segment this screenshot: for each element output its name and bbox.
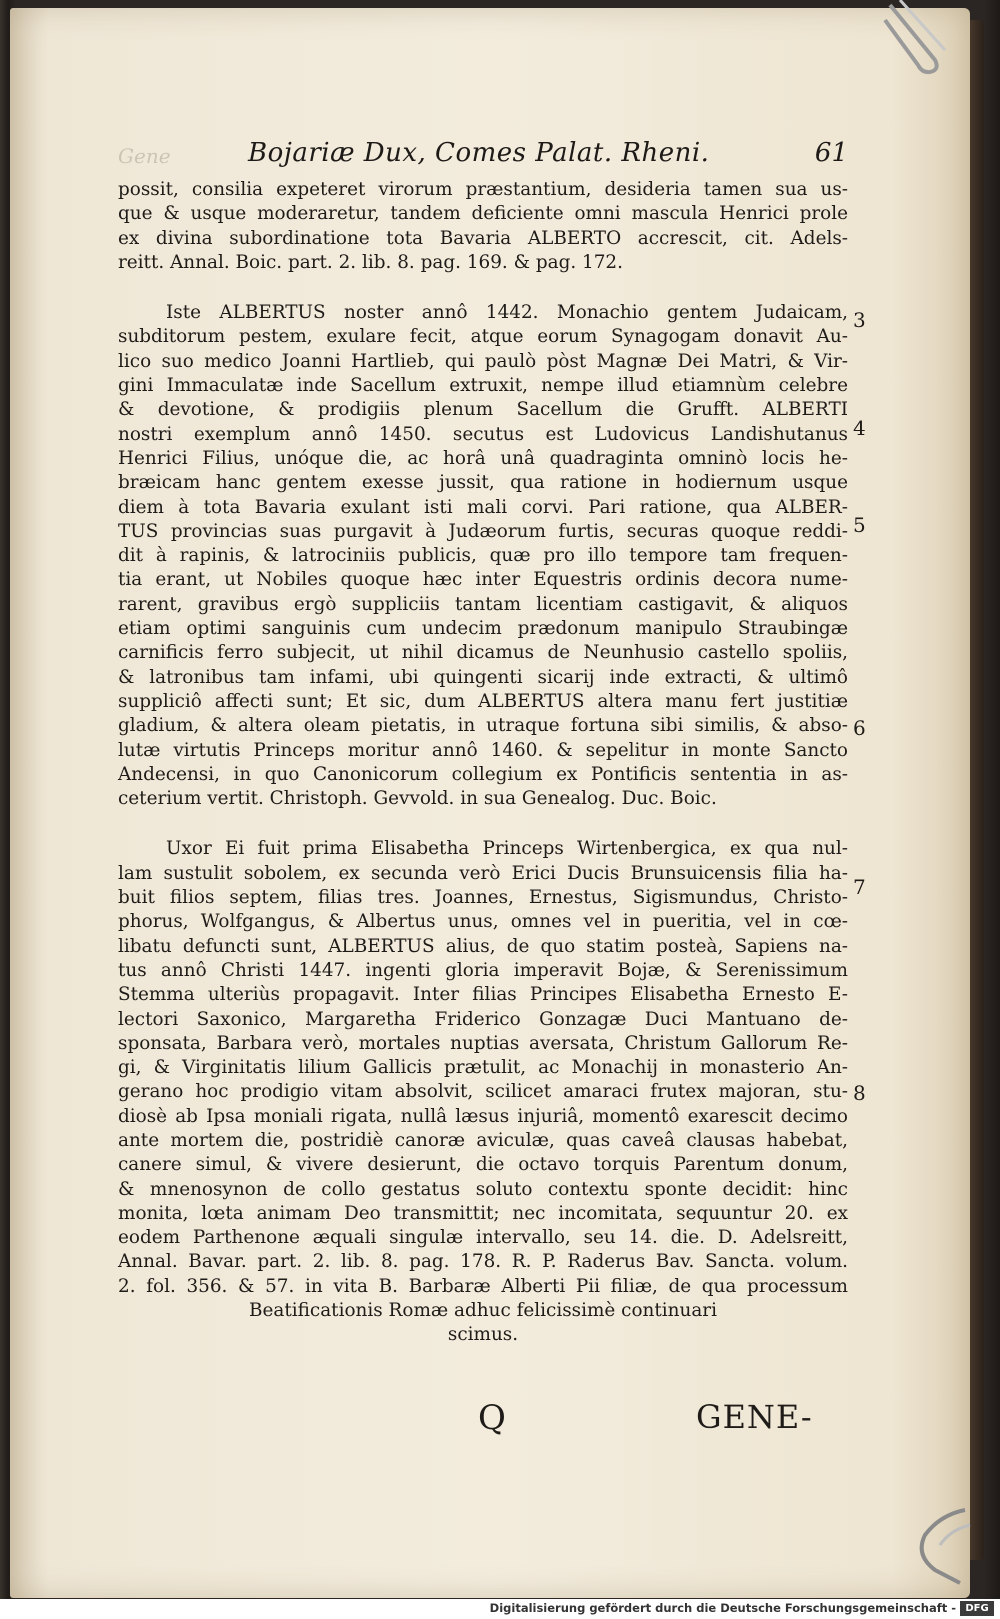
text-line: phorus, Wolfgangus, & Albertus unus, omnes vel in pueritia, vel in cœ- (118, 911, 848, 933)
text-line: subditorum pestem, exulare fecit, atque eorum Synagogam donavit Au- (118, 326, 848, 348)
paragraph (118, 178, 848, 275)
text-line: & mnenosynon de collo gestatus soluto contextu sponte decidit: hinc (118, 1178, 848, 1200)
text-line: possit, consilia expeteret virorum præstantium, desideria tamen sua us- (118, 179, 848, 200)
text-line: buit filios septem, filias tres. Joannes, Ernestus, Sigismundus, Christo- (118, 887, 848, 909)
text-line: gerano hoc prodigio vitam absolvit, scilicet amaraci frutex majoran, stu- (118, 1081, 848, 1103)
page-header (118, 138, 848, 178)
paragraph-gap (118, 275, 848, 301)
running-head: Bojariæ Dux, Comes Palat. Rheni. (248, 138, 710, 168)
catchword-line (118, 1398, 848, 1448)
text-line: Henrici Filius, unóque die, ac horâ unâ quadraginta omninò locis he- (118, 447, 848, 469)
catchword: GENE- (696, 1398, 813, 1436)
text-line: tia erant, ut Nobiles quoque hæc inter Equestris ordinis decora nume- (118, 569, 848, 591)
text-line: gi, & Virginitatis lilium Gallicis prætulit, ac Monachij in monasterio An- (118, 1057, 848, 1079)
text-line: que & usque moderaretur, tandem deficiente omni mascula Henrici prole (118, 203, 848, 225)
margin-number: 7 (853, 875, 866, 899)
text-line: reitt. Annal. Boic. part. 2. lib. 8. pag. 169. & pag. 172. (118, 251, 623, 273)
text-line: & devotione, & prodigiis plenum Sacellum die Grufft. ALBERTI (118, 399, 848, 421)
text-line: carnificis ferro subjecit, ut nihil dicamus de Neunhusio castello spoliis, (118, 642, 848, 664)
text-line: lutæ virtutis Princeps moritur annô 1460. & sepelitur in monte Sancto (118, 739, 848, 761)
margin-number: 4 (853, 416, 866, 440)
funding-credit: Digitalisierung gefördert durch die Deutsche Forschungsgemeinschaft - (489, 1601, 956, 1615)
text-line: Beatificationis Romæ adhuc felicissimè continuari (249, 1300, 717, 1322)
text-line: diosè ab Ipsa moniali rigata, nullâ læsus injuriâ, momentô exarescit decimo (118, 1105, 848, 1127)
margin-number: 6 (853, 716, 866, 740)
text-line: gini Immaculatæ inde Sacellum extruxit, nempe illud etiamnùm celebre (118, 375, 848, 397)
bleed-through-text: Gene (118, 144, 171, 168)
text-line: 2. fol. 356. & 57. in vita B. Barbaræ Alberti Pii filiæ, de qua processum (118, 1275, 848, 1297)
text-line: suppliciô affecti sunt; Et sic, dum ALBERTUS altera manu fert justitiæ (118, 690, 848, 712)
text-line: & latronibus tam infami, ubi quingenti sicarij inde extracti, & ultimô (118, 666, 848, 688)
text-line: diem à tota Bavaria exulant isti mali corvi. Pari ratione, qua ALBER- (118, 496, 848, 518)
text-line: lectori Saxonico, Margaretha Friderico Gonzagæ Duci Mantuano de- (118, 1008, 848, 1030)
text-line: gladium, & altera oleam pietatis, in utraque fortuna sibi similis, & abso- (118, 715, 848, 737)
text-line: bræicam hanc gentem exesse jussit, qua ratione in hodiernum usque (118, 472, 848, 494)
margin-number: 5 (853, 513, 866, 537)
text-line: monita, lœta animam Deo transmittit; nec incomitata, sequuntur 20. ex (118, 1202, 848, 1224)
text-line: sponsata, Barbara verò, mortales nuptias aversata, Christum Gallorum Re- (118, 1032, 848, 1054)
paragraph (118, 837, 848, 1347)
text-line: libatu defuncti sunt, ALBERTUS alius, de quo statim posteà, Sapiens na- (118, 935, 848, 957)
page-clip-icon (905, 1505, 975, 1585)
text-line: Annal. Bavar. part. 2. lib. 8. pag. 178. R. P. Raderus Bav. Sancta. volum. (118, 1251, 848, 1273)
text-line: canere simul, & vivere desierunt, die octavo torquis Parentum donum, (118, 1154, 848, 1176)
dfg-logo: DFG (960, 1601, 994, 1616)
text-line: nostri exemplum annô 1450. secutus est Ludovicus Landishutanus (118, 423, 848, 445)
text-line: lam sustulit sobolem, ex secunda verò Erici Ducis Brunsuicensis filia ha- (118, 862, 848, 884)
text-line: ceterium vertit. Christoph. Gevvold. in sua Genealog. Duc. Boic. (118, 788, 717, 810)
text-line: ex divina subordinatione tota Bavaria ALBERTO accrescit, cit. Adels- (118, 227, 848, 249)
margin-number: 8 (853, 1081, 866, 1105)
page-number: 61 (814, 138, 848, 168)
text-line: etiam optimi sanguinis cum undecim prædonum manipulo Straubingæ (118, 618, 848, 640)
paragraph (118, 301, 848, 811)
paragraph-gap (118, 811, 848, 837)
text-line: TUS provincias suas purgavit à Judæorum furtis, securas quoque reddi- (118, 520, 848, 542)
page-clip-icon (880, 0, 950, 80)
text-line: Stemma ulteriùs propagavit. Inter filias Principes Elisabetha Ernesto E- (118, 984, 848, 1006)
text-line: dit à rapinis, & latrociniis publicis, quæ pro illo tempore tam frequen- (118, 545, 848, 567)
text-line: tus annô Christi 1447. ingenti gloria imperavit Bojæ, & Serenissimum (118, 959, 848, 981)
book-edge (968, 20, 984, 1560)
text-line: rarent, gravibus ergò suppliciis tantam licentiam castigavit, & aliquos (118, 593, 848, 615)
text-line: ante mortem die, postridiè canoræ aviculæ, quas caveâ clausas habebat, (118, 1129, 848, 1151)
signature-mark: Q (478, 1398, 506, 1438)
text-line: eodem Parthenone æquali singulæ intervallo, seu 14. die. D. Adelsreitt, (118, 1227, 848, 1249)
margin-number: 3 (853, 308, 866, 332)
text-line: Andecensi, in quo Canonicorum collegium ex Pontificis sententia in as- (118, 763, 848, 785)
text-line: Iste ALBERTUS noster annô 1442. Monachio gentem Judaicam, (166, 302, 848, 324)
text-line: lico suo medico Joanni Hartlieb, qui paulò pòst Magnæ Dei Matri, & Vir- (118, 350, 848, 372)
footer-bar (0, 1599, 1000, 1619)
text-line: Uxor Ei fuit prima Elisabetha Princeps Wirtenbergica, ex qua nul- (166, 838, 848, 860)
book-page (10, 8, 970, 1598)
text-line: scimus. (447, 1324, 519, 1346)
body-text (118, 178, 848, 1348)
